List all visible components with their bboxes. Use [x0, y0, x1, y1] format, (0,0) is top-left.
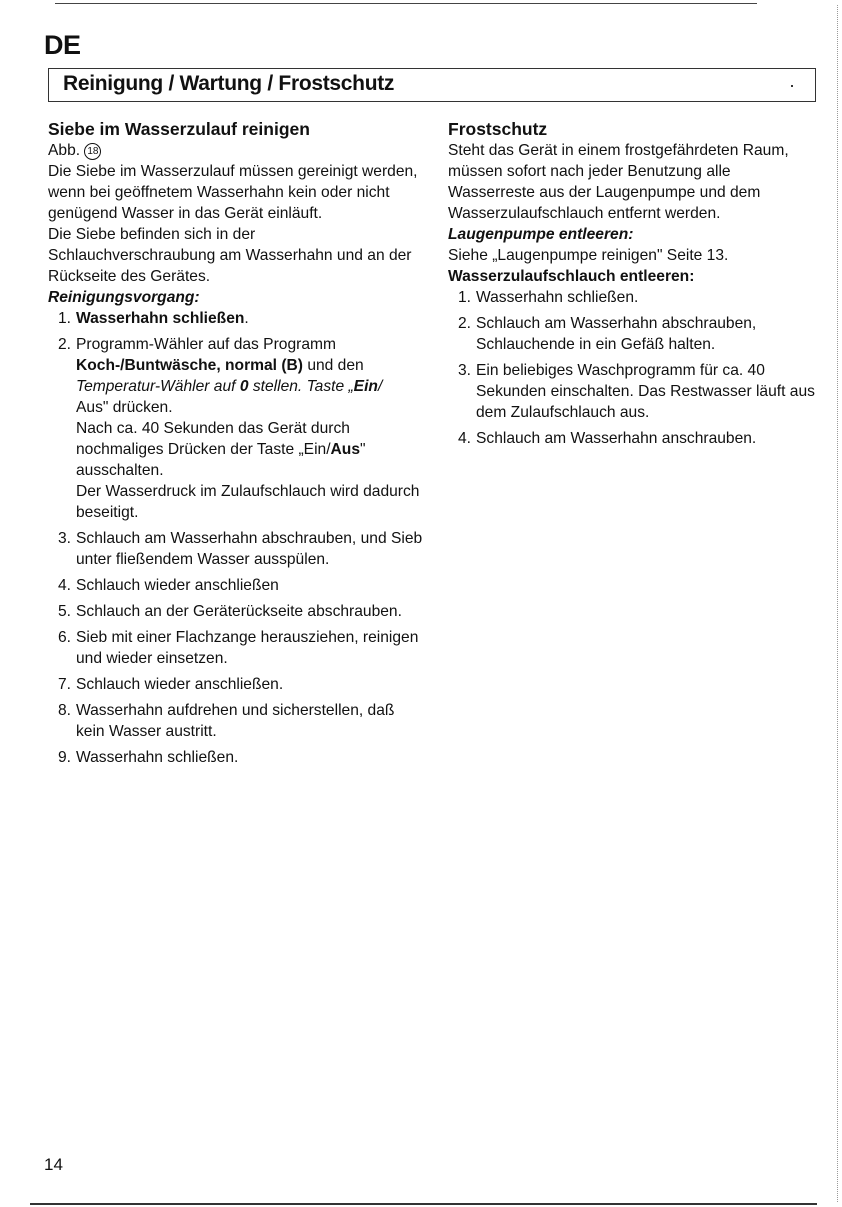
step-number: 3.: [58, 530, 72, 547]
heading-siebe: Siebe im Wasserzulauf reinigen: [48, 119, 310, 139]
list-item: [48, 601, 423, 622]
program-name: Koch-/Buntwäsche, normal (B): [76, 357, 303, 374]
figure-number-circle: 18: [84, 143, 101, 160]
step-text: Schlauch wieder anschließen.: [76, 676, 284, 693]
step-text: " ausschalten.: [76, 441, 366, 479]
section-title: Reinigung / Wartung / Frostschutz: [63, 72, 395, 95]
step-text: Ein beliebiges Waschprogramm für ca. 40 Sekunden einschalten. Das Restwasser läuft aus dem Zulaufschlauch aus.: [476, 362, 815, 421]
list-item: [48, 575, 423, 596]
procedure-heading: Reinigungsvorgang:: [48, 289, 200, 306]
list-item: [48, 334, 423, 523]
intro-paragraph: Die Siebe im Wasserzulauf müssen gereinigt werden, wenn bei geöffnetem Wasserhahn kein oder nicht genügend Wasser in das Gerät einläuft.: [48, 163, 418, 222]
list-item: [48, 627, 423, 669]
step-text: Nach ca. 40 Sekunden das Gerät durch nochmaliges Drücken der Taste „Ein/: [76, 420, 350, 458]
step-number: 7.: [58, 676, 72, 693]
step-text: Schlauch am Wasserhahn anschrauben.: [476, 430, 757, 447]
list-item: [448, 428, 818, 449]
intro-paragraph: Die Siebe befinden sich in der Schlauchverschraubung am Wasserhahn und an der Rückseite des Gerätes.: [48, 226, 412, 285]
step-text: Schlauch am Wasserhahn abschrauben, und Sieb unter fließendem Wasser ausspülen.: [76, 530, 423, 568]
step-number: 6.: [58, 629, 72, 646]
step-number: 1.: [458, 289, 472, 306]
step-text: Wasserhahn schließen.: [76, 749, 239, 766]
language-code: DE: [44, 30, 81, 60]
hose-steps: [448, 287, 818, 449]
hose-heading: Wasserzulaufschlauch entleeren:: [448, 268, 695, 285]
step-number: 2.: [458, 315, 472, 332]
step-text: Sieb mit einer Flachzange herausziehen, reinigen und wieder einsetzen.: [76, 629, 419, 667]
step-text: und den: [303, 357, 364, 374]
step-text: .: [244, 310, 249, 327]
step-number: 4.: [58, 577, 72, 594]
step-text: Programm-Wähler auf das Programm: [76, 336, 336, 353]
step-number: 1.: [58, 310, 72, 327]
list-item: [48, 700, 423, 742]
step-text: Schlauch wieder anschließen: [76, 577, 279, 594]
step-text: Der Wasserdruck im Zulaufschlauch wird dadurch beseitigt.: [76, 483, 420, 521]
right-column: [448, 118, 818, 454]
bottom-rule: [30, 1203, 817, 1205]
step-text: Temperatur-Wähler auf: [76, 378, 240, 395]
step-text: Schlauch am Wasserhahn abschrauben, Schlauchende in ein Gefäß halten.: [476, 315, 757, 353]
heading-frostschutz: Frostschutz: [448, 119, 548, 139]
list-item: [48, 308, 423, 329]
step-text: /: [377, 378, 383, 395]
step-number: 5.: [58, 603, 72, 620]
step-text: Wasserhahn aufdrehen und sicherstellen, daß kein Wasser austritt.: [76, 702, 395, 740]
list-item: [48, 674, 423, 695]
section-title-box: [48, 68, 816, 102]
step-bold-text: Wasserhahn schließen: [76, 310, 245, 327]
page-edge: [837, 5, 838, 1202]
list-item: [448, 313, 818, 355]
frost-intro: Steht das Gerät in einem frostgefährdeten Raum, müssen sofort nach jeder Benutzung alle Wasserreste aus der Laugenpumpe und dem Wasserzulaufschlauch entfernt werden.: [448, 142, 789, 222]
figure-reference: [48, 140, 423, 161]
button-name-ein: Ein: [353, 378, 378, 395]
list-item: [48, 747, 423, 768]
step-number: 8.: [58, 702, 72, 719]
list-item: [48, 528, 423, 570]
pump-text: Siehe „Laugenpumpe reinigen" Seite 13.: [448, 247, 729, 264]
list-item: [448, 287, 818, 308]
button-name-aus: Aus: [330, 441, 361, 458]
top-rule: [55, 3, 757, 4]
figure-ref-prefix: Abb.: [48, 142, 81, 159]
step-text: Aus" drücken.: [76, 399, 173, 416]
step-text: Wasserhahn schließen.: [476, 289, 639, 306]
procedure-steps: [48, 308, 423, 768]
step-number: 4.: [458, 430, 472, 447]
pump-heading: Laugenpumpe entleeren:: [448, 226, 634, 243]
page-number: 14: [44, 1155, 63, 1174]
step-number: 9.: [58, 749, 72, 766]
step-text: stellen. Taste „: [248, 378, 354, 395]
step-number: 2.: [58, 336, 72, 353]
left-column: [48, 118, 423, 773]
step-number: 3.: [458, 362, 472, 379]
step-text: Schlauch an der Geräterückseite abschrauben.: [76, 603, 402, 620]
list-item: [448, 360, 818, 423]
temperature-value: 0: [239, 378, 249, 395]
box-dot: [791, 85, 793, 87]
